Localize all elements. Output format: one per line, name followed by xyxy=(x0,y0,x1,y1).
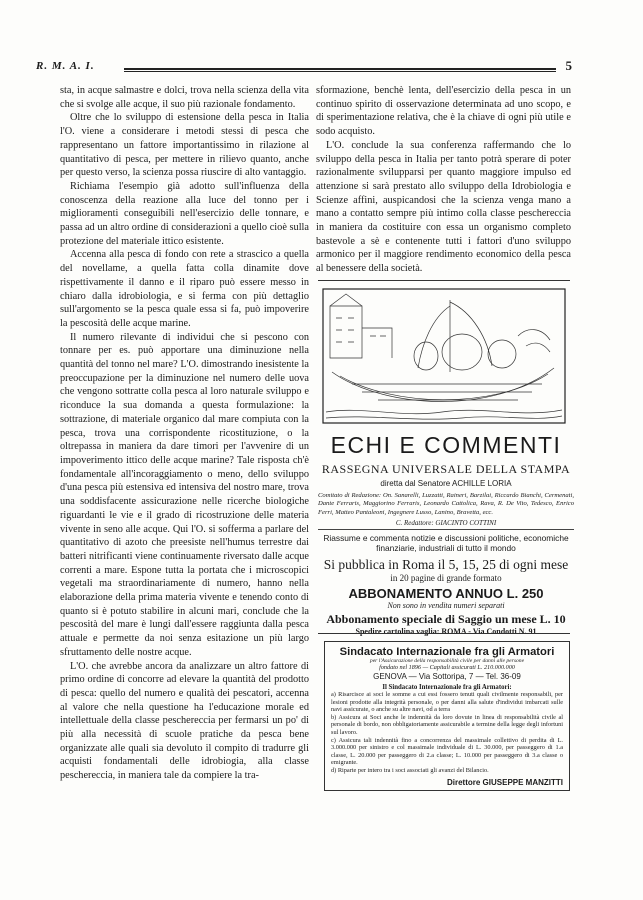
paragraph: Richiama l'esempio già adotto sull'influenza della conoscenza della reazione alla luce del tonno per i miglioramenti conseguibili nell'esercizio delle tonnare, e passa ad un altro ordine di considerazioni a quello cioè sulla protezione del materiale ittico esistente. xyxy=(60,180,309,247)
echi-editor: C. Redattore: GIACINTO COTTINI xyxy=(318,519,574,530)
sindacato-item: c) Assicura tali indennità fino a concorrenza del massimale collettivo di perdita di L. 3.000.000 per sinistro e col massimale individuale di L. 30.000, per passeggero di 1.a classe, L. 20.000 per passeggero di 2.a classe; L. 10.000 per passeggero di 3.a classe o emigrante. xyxy=(331,736,563,767)
paragraph: Il numero rilevante di individui che si pescono con tonnare per es. può apportare una diminuzione nella quantità del tonno nel mare? L'O. dimostrando inesistente la preoccupazione per la diminuzione nel numero delle uova che vengono sottratte colla pesca al loro naturale sviluppo e riconduce la sua domanda a questa formulazione: la sottrazione, di materiale organico dal mare compiuta con la pesca, trova una corrispondente ricostituzione, o la oltrepassa in maniera da dare timori per l'avvenire di un impoverimento ittico delle acque marine? Tale risposta ch'è fondamentale all'incoraggiamento o meno, dello sviluppo d'una pesca più estensiva ed intensiva del nostro mare, trova una soddisfacente assicurazione nelle ricerche biologiche riguardanti le vie e il grado di ricostruzione delle materia vivente in seno alle acque. Qui l'O. si sofferma a parlare del quantitativo di azoto che preesiste nell'humus terrestre dai batteri nitrificanti viene continuamente riversato dalle acque correnti a mare. Espone tutta la portata che i microscopici vegetali ma straordinariamente di numero, hanno nella elaborazione della prima materia vivente e tenendo conto di quanto si è potuto stabilire in alcuni mari, conclude che la pescosità del mare è lungi dall'essere raggiunta dalla pesca attuale e permette da noi senza esitazione un più largo sfruttamento delle nostre acque. xyxy=(60,331,309,658)
echi-send-info: Spedire cartolina vaglia: ROMA - Via Condotti N. 91 xyxy=(355,627,537,637)
sindacato-item: d) Riparte per intero tra i soci associati gli avanzi del Bilancio. xyxy=(331,766,489,774)
echi-director: diretta dal Senatore ACHILLE LORIA xyxy=(380,479,512,488)
echi-subscription: ABBONAMENTO ANNUO L. 250 xyxy=(348,586,544,602)
echi-description: Riassume e commenta notizie e discussioni politiche, economiche finanziarie, industriali di tutto il mondo xyxy=(323,533,569,554)
sindacato-subtitle: per l'Assicurazione della responsabilità civile per danni alle persone xyxy=(369,658,525,664)
paragraph: L'O. conclude la sua conferenza raffermando che lo sviluppo della pesca in Italia per tanto potrà sperare di poter razionalmente svilupparsi per quanto maggiore impulso ed attenzione si sarà prestato allo sviluppo della Idrobiologia e Scienze affini, auspicandosi che la scienza venga mano a mano a contatto sempre più intimo colla classe peschereccia in maniera da costituire con essa un organismo completo bastevole a sè e contenente tutti i fattori d'uno sviluppo armonico per il maggiore rendimento economico della pesca al benessere della società. xyxy=(316,139,571,275)
sindacato-title: Sindacato Internazionale fra gli Armatori xyxy=(339,646,555,658)
paragraph: L'O. che avrebbe ancora da analizzare un altro fattore di primo ordine di concorre ad elevare la quantità del prodotto di pesca: quello del numero e qualità dei pescatori, accenna al valore che nella questione ha l'educazione morale ed intellettuale della classe peschereccia per fermarsi un po' di più alla necessità di scuole pratiche da pesca bene organizzate alle quali sia devoluto il compito di tradurre gli acquisti fondamentali delle idrobiogia, alla classe peschereccia, in maniera tale da compiere la tra- xyxy=(60,660,309,782)
paragraph: sta, in acque salmastre e dolci, trova nella scienza della vita che si svolge alle acque, il suo più razionale fondamento. xyxy=(60,85,309,110)
paragraph: sformazione, benchè lenta, dell'esercizio della pesca in un continuo spirito di osservazione determinata ad uno scopo, e di sperimentazione relativa, che è la chiave di ogni più utile e sodo acquisto. xyxy=(316,85,571,138)
sindacato-item: b) Assicura ai Soci anche le indennità da loro dovute in linea di responsabilità civile al personale di bordo, non obbligatoriamente assicurabile a termine della legge degli infortuni sul lavoro. xyxy=(331,713,563,736)
journal-abbreviation: R. M. A. I. xyxy=(36,60,95,72)
ship-illustration xyxy=(322,288,566,424)
sindacato-list-heading: Il Sindacato Internazionale fra gli Armatori: xyxy=(382,684,512,691)
header-rule xyxy=(124,68,556,72)
echi-pages: in 20 pagine di grande formato xyxy=(390,573,502,584)
sindacato-item: a) Risarcisce ai soci le somme a cui essi fossero tenuti quali civilmente responsabili, per lesioni prodotte alla integrità personale, o per danni alla salute d'individui imbarcati sulle navi assicurate, o anche su altre navi, od a terra xyxy=(331,691,563,714)
left-column xyxy=(60,84,309,783)
echi-title: ECHI E COMMENTI xyxy=(330,432,562,458)
echi-advertisement xyxy=(318,430,574,636)
section-divider xyxy=(318,280,570,281)
paragraph: Oltre che lo sviluppo di estensione della pesca in Italia l'O. viene a considerare i metodi stessi di pesca che rappresentano un fattore importantissimo in rilazione al quantitativo di pesca, per mettere in rilievo quanto, anche per questo verso, la scienza possa riuscire di alto vantaggio. xyxy=(60,112,309,179)
paragraph: Accenna alla pesca di fondo con rete a strascico a quella del novellame, a quella fatta colla dinamite dove rispettivamente il danno e il riparo può essere messo in chiaro dalla idrobiologia, e si ferma con più dettaglio sull'argomento se la pesca quale essa si fa, può impoverire la pescosità delle acque marine. xyxy=(60,249,309,329)
section-divider xyxy=(318,633,570,634)
right-column xyxy=(316,84,571,276)
sindacato-address: GENOVA — Via Sottoripa, 7 — Tel. 36-09 xyxy=(373,672,521,681)
sindacato-advertisement xyxy=(324,641,570,791)
page-header xyxy=(36,60,572,76)
echi-subtitle: RASSEGNA UNIVERSALE DELLA STAMPA xyxy=(321,462,571,476)
echi-no-sale: Non sono in vendita numeri separati xyxy=(387,601,505,611)
sindacato-director: Direttore GIUSEPPE MANZITTI xyxy=(446,777,563,787)
sindacato-capital: fondato nel 1896 — Capitali assicurati L. 210.000.000 xyxy=(379,664,515,671)
echi-special-offer: Abbonamento speciale di Saggio un mese L. 10 xyxy=(326,612,566,627)
echi-schedule: Si pubblica in Roma il 5, 15, 25 di ogni mese xyxy=(323,557,569,573)
page-number: 5 xyxy=(565,58,572,73)
echi-committee: Comitato di Redazione: On. Sanarelli, Luzzatti, Raineri, Barzilai, Riccardo Bianchi, Cermenati, Dante Ferraris, Maggiorino Ferraris, Leonardo Cattolica, Rava, R. De Vito, Tedesco, Enrico Ferri, Matteo Pantaleoni, Ingegnere Lusso, Lanino, Bravetta, ecc. xyxy=(318,492,574,516)
